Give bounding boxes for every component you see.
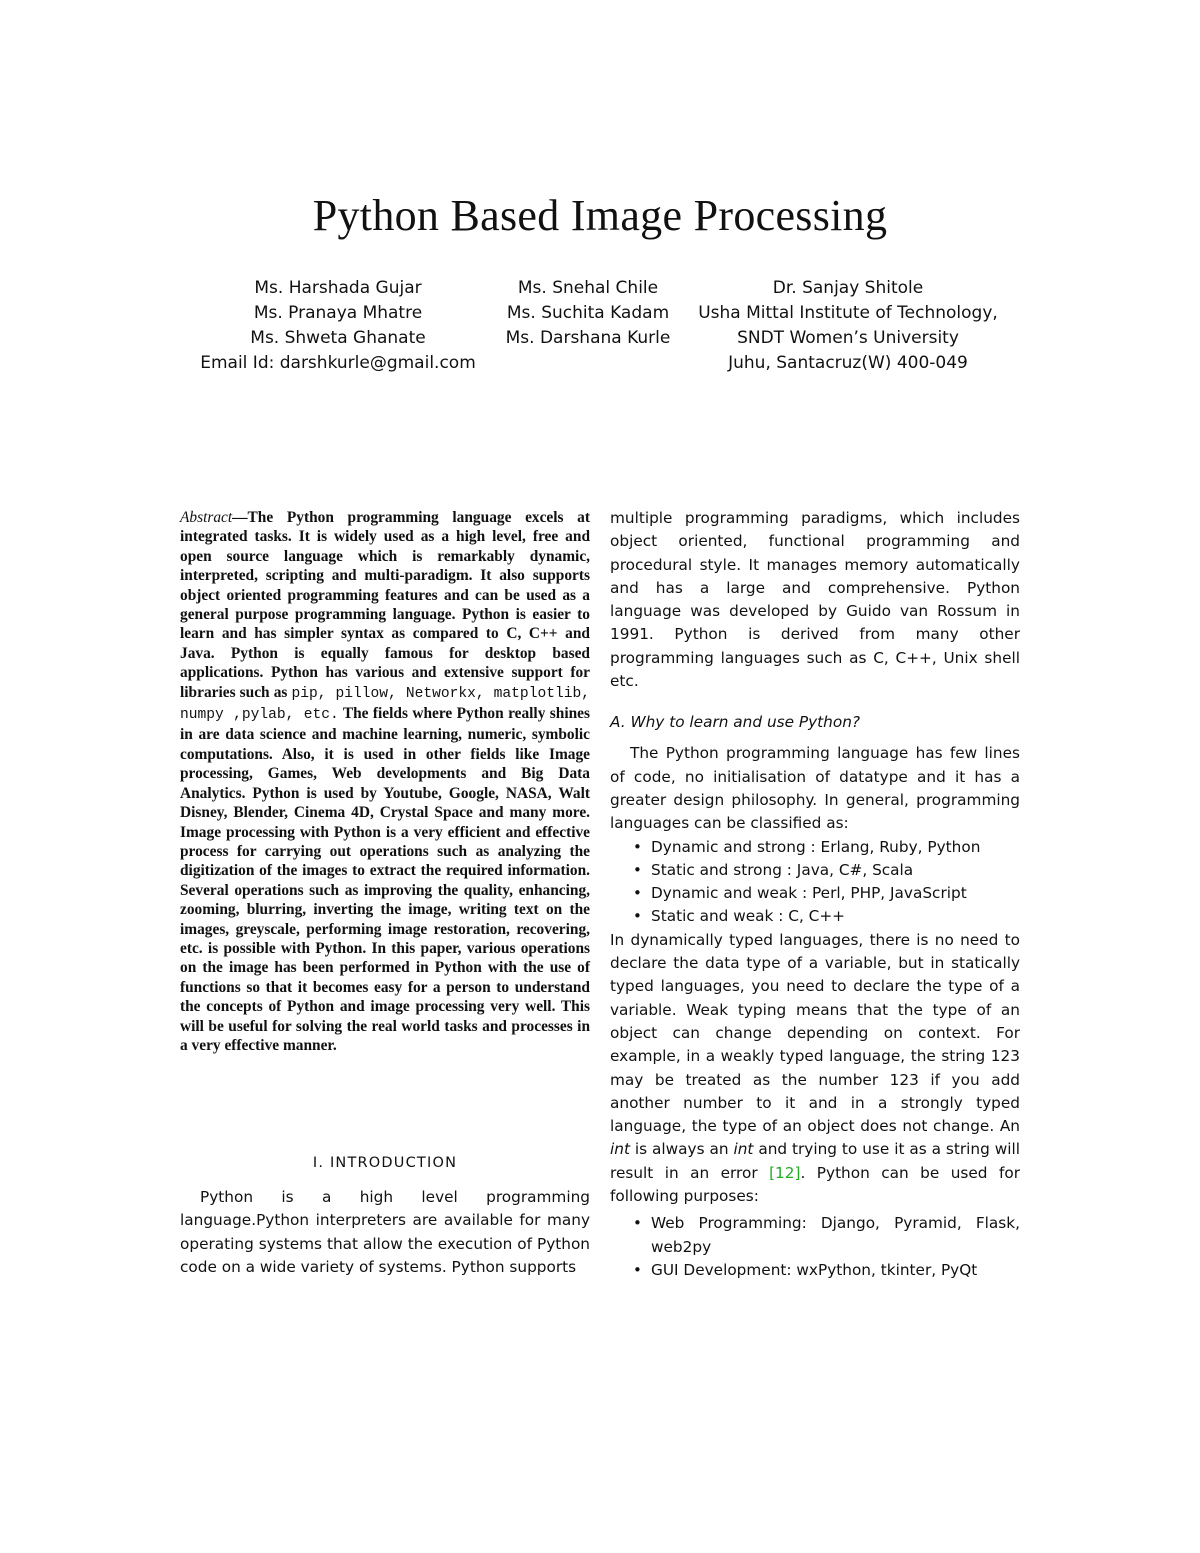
paper-title: Python Based Image Processing — [312, 191, 888, 240]
list-item: • Dynamic and weak : Perl, PHP, JavaScript — [630, 882, 1020, 905]
typing-paragraph — [610, 929, 1020, 1209]
paragraph-text: and trying to use it as a string will result in an error — [610, 1140, 1020, 1182]
list-item: • Static and strong : Java, C#, Scala — [630, 859, 1020, 882]
abstract — [180, 508, 590, 1055]
author-name: Ms. Harshada Gujar — [254, 278, 422, 298]
python-uses-list — [610, 1212, 1020, 1282]
author-name: Ms. Shweta Ghanate — [250, 328, 426, 348]
author-affiliation: Usha Mittal Institute of Technology, — [698, 303, 998, 323]
citation-link[interactable]: [12] — [769, 1163, 801, 1182]
list-item: • Web Programming: Django, Pyramid, Flask, web2py — [630, 1212, 1020, 1259]
author-name: Ms. Suchita Kadam — [506, 303, 670, 323]
abstract-text: The Python programming language excels at integrated tasks. It is widely used as a high level, free and open source language which is remarkably dynamic, interpreted, scripting and multi-paradigm. It also supports object oriented programming features and can be used as a general purpose programming language. Python is easier to learn and has simpler syntax as compared to C, C++ and Java. Python is equally famous for desktop based applications. Python has various and extensive support for libraries such as — [180, 509, 590, 701]
abstract-text: The fields where Python really shines in are data science and machine learning, numeric, symbolic computations. Also, it is used in other fields like Image processing, Games, Web developments and Big Data Analytics. Python is used by Youtube, Google, NASA, Walt Disney, Blender, Cinema 4D, Crystal Space and many more. Image processing with Python is a very efficient and effective process for carrying out operations such as analyzing the digitization of the images to extract the required information. Several operations such as improving the quality, enhancing, zooming, blurring, inverting the image, writing text on the images, greyscale, performing image restoration, recovering, etc. is possible with Python. In this paper, various operations on the image has been performed in Python with the use of functions so that it becomes easy for a person to understand the concepts of Python and image processing very well. This will be useful for solving the real world tasks and processes in a very effective manner. — [180, 705, 590, 1054]
author-address: Juhu, Santacruz(W) 400-049 — [728, 353, 968, 373]
intro-paragraph: Python is a high level programming language.Python interpreters are available for many operating systems that allow the execution of Python code on a wide variety of systems. Python supports — [180, 1188, 590, 1276]
author-block-1 — [200, 276, 476, 376]
int-term: int — [733, 1140, 754, 1159]
paragraph-text: In dynamically typed languages, there is no need to declare the data type of a variable, but in statically typed languages, you need to declare the type of a variable. Weak typing means that the type of an object can change depending on context. For example, in a weakly typed language, the string 123 may be treated as the number 123 if you add another number to it and in a strongly typed language, the type of an object does not change. An — [610, 930, 1020, 1136]
author-email: Email Id: darshkurle@gmail.com — [200, 353, 476, 373]
author-name: Ms. Pranaya Mhatre — [253, 303, 423, 323]
subsection-paragraph: The Python programming language has few lines of code, no initialisation of datatype and it has a greater design philosophy. In general, programming languages can be classified as: — [610, 744, 1020, 833]
int-term: int — [610, 1140, 630, 1159]
abstract-dash: — — [232, 509, 248, 526]
author-name: Ms. Darshana Kurle — [505, 328, 671, 348]
abstract-label: Abstract — [180, 509, 233, 526]
abstract-code-libraries: pip, pillow, Networkx, matplotlib, numpy ,pylab, etc. — [180, 685, 590, 724]
section-heading-introduction: I. INTRODUCTION — [312, 1155, 458, 1171]
author-block-3 — [698, 276, 998, 376]
author-name: Dr. Sanjay Shitole — [772, 278, 924, 298]
paragraph-text: . Python can be used for following purposes: — [610, 1163, 1020, 1206]
list-item: • GUI Development: wxPython, tkinter, PyQt — [630, 1259, 1020, 1282]
author-name: Ms. Snehal Chile — [517, 278, 659, 298]
paragraph-text: is always an — [629, 1140, 734, 1159]
language-classification-list — [610, 836, 1020, 929]
subsection-heading: A. Why to learn and use Python? — [610, 713, 861, 732]
list-item: • Dynamic and strong : Erlang, Ruby, Python — [630, 836, 1020, 859]
intro-paragraph-continued: multiple programming paradigms, which includes object oriented, functional programming and procedural style. It manages memory automatically and has a large and comprehensive. Python language was developed by Guido van Rossum in 1991. Python is derived from many other programming languages such as C, C++, Unix shell etc. — [610, 509, 1020, 691]
author-affiliation: SNDT Women’s University — [737, 328, 959, 348]
right-column — [610, 507, 1020, 1282]
author-block-2 — [490, 276, 686, 351]
list-item: • Static and weak : C, C++ — [630, 905, 1020, 928]
